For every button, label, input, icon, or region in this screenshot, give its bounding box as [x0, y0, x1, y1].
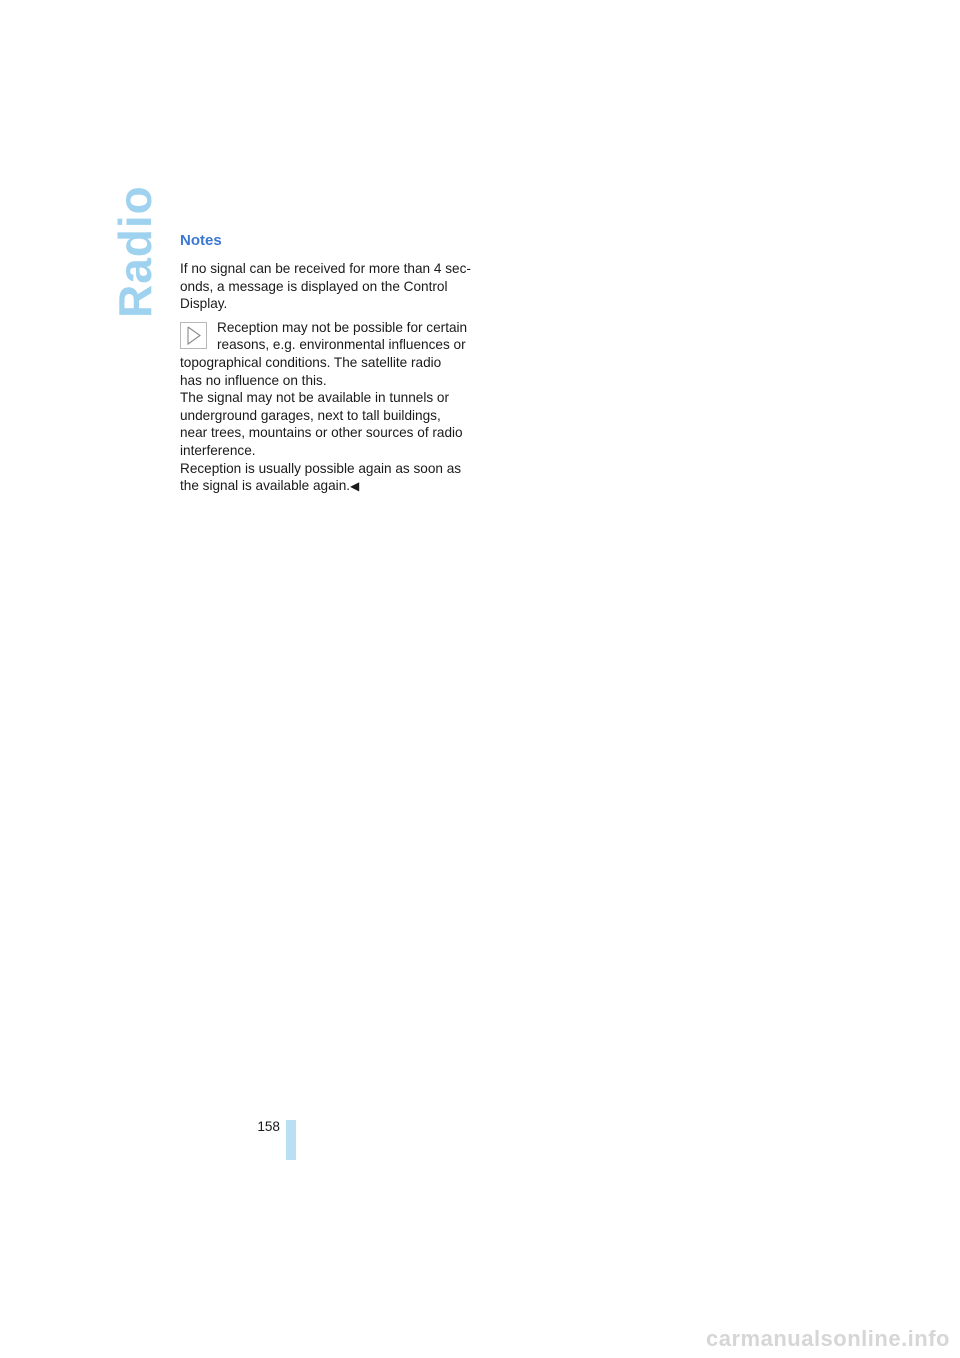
caution-note: [180, 319, 480, 496]
intro-paragraph: If no signal can be received for more than 4 sec- onds, a message is displayed on the Control Display.: [180, 261, 471, 312]
note-rest-text: topographical conditions. The satellite radio has no influence on this. The signal may not be available in tunnels or underground garages, next to tall buildings, near trees, mountains or other sources of radio interference. Reception is usually possible again as soon as the signal is available again.: [180, 354, 463, 494]
notes-section: [180, 230, 480, 496]
page-number: 158: [257, 1119, 280, 1134]
note-first-lines: Reception may not be possible for certain reasons, e.g. environmental influences or: [217, 319, 468, 353]
section-heading: Notes: [180, 232, 222, 249]
end-mark-icon: ◀: [350, 479, 360, 494]
note-body: [180, 354, 480, 496]
triangle-arrow-icon: [180, 322, 207, 349]
page-marker-bar: [286, 1120, 296, 1160]
watermark: carmanualsonline.info: [706, 1326, 950, 1351]
section-side-title: Radio: [109, 185, 161, 318]
